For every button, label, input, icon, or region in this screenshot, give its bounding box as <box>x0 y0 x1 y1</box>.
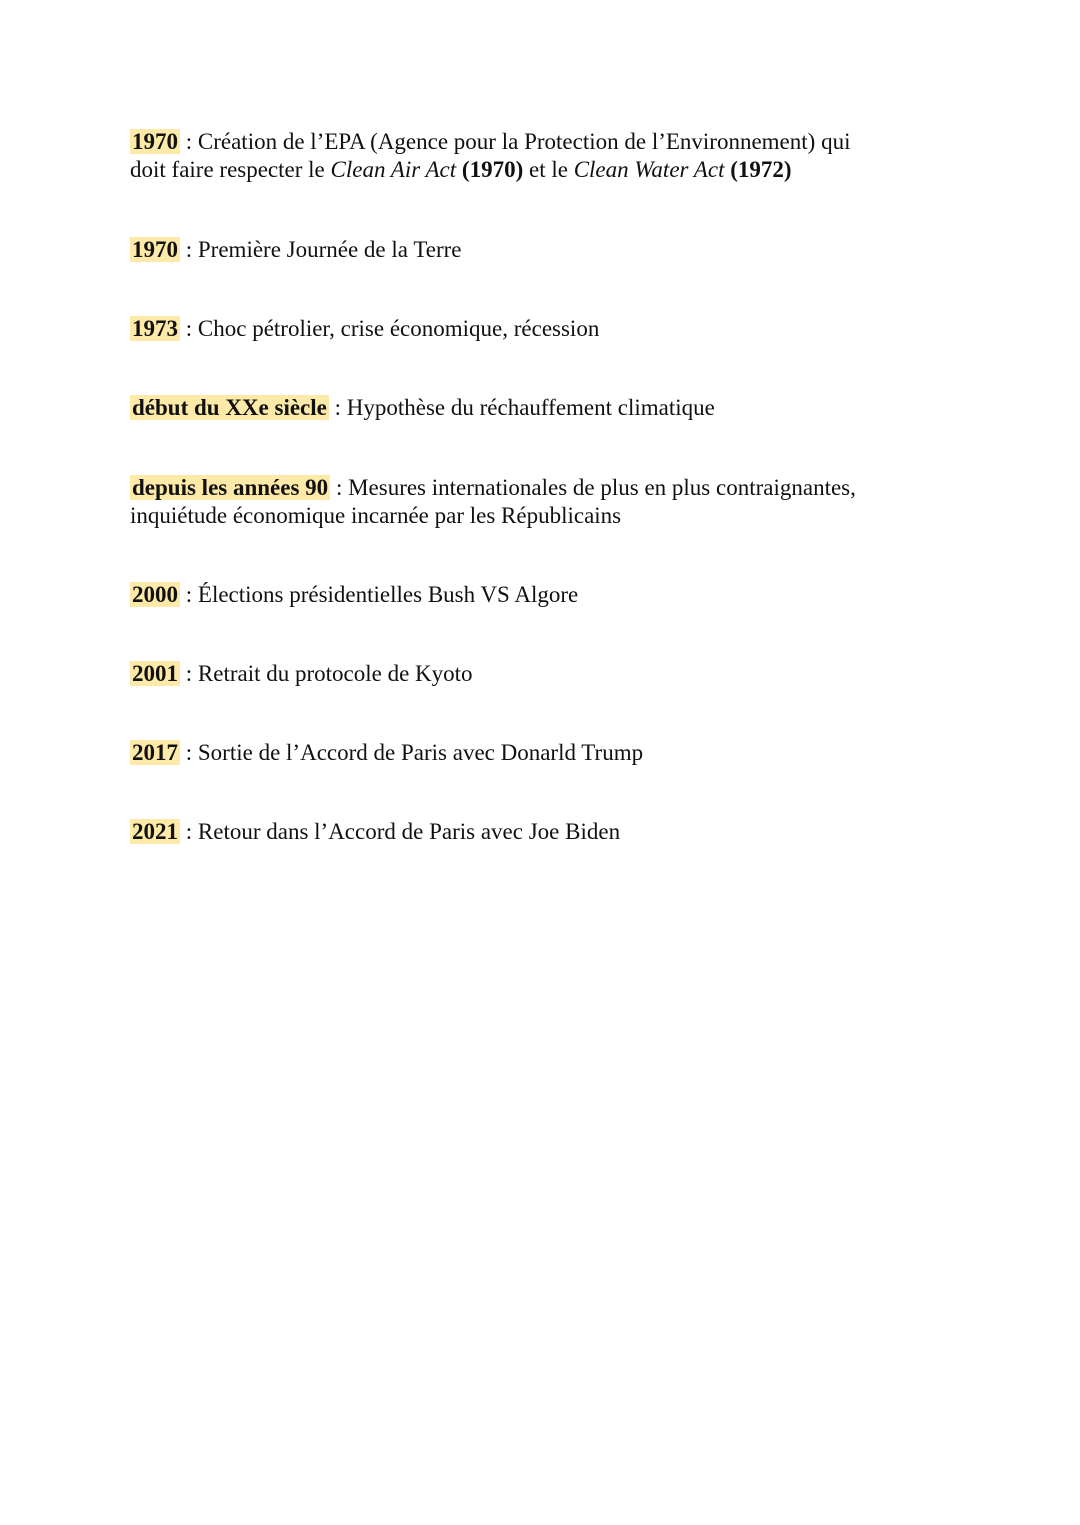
timeline-entry-oil-shock <box>130 315 948 343</box>
entry-separator: : <box>180 740 198 765</box>
timeline-entry-election-2000 <box>130 581 948 609</box>
entry-date: 2021 <box>132 819 178 844</box>
timeline-entry-paris-exit <box>130 739 948 767</box>
entry-text: Choc pétrolier, crise économique, récession <box>197 316 600 341</box>
entry-text-line2: inquiétude économique incarnée par les Républicains <box>130 503 622 528</box>
entry-date: 2017 <box>132 740 178 765</box>
timeline-entry-kyoto <box>130 660 948 688</box>
entry-separator: : <box>330 475 349 500</box>
timeline-entry-epa <box>130 128 948 184</box>
entry-text-line2: doit faire respecter le <box>130 157 331 182</box>
entry-date: 2001 <box>132 661 178 686</box>
entry-date: début du XXe siècle <box>132 395 327 420</box>
entry-separator: : <box>180 129 198 154</box>
entry-text: Élections présidentielles Bush VS Algore <box>197 582 579 607</box>
entry-text: Mesures internationales de plus en plus contraignantes, <box>348 475 856 500</box>
entry-text-mid: et le <box>523 157 574 182</box>
entry-date: 2000 <box>132 582 178 607</box>
timeline-entry-nineties <box>130 474 948 530</box>
entry-separator: : <box>180 582 198 607</box>
clean-water-act-year: (1972) <box>730 157 792 182</box>
entry-separator: : <box>180 237 198 262</box>
entry-text: Création de l’EPA (Agence pour la Protection de l’Environnement) qui <box>197 129 851 154</box>
clean-air-act: Clean Air Act <box>330 157 457 182</box>
entry-separator: : <box>180 316 198 341</box>
clean-air-act-year: (1970) <box>461 157 524 182</box>
entry-separator: : <box>328 395 347 420</box>
entry-date: 1970 <box>132 129 178 154</box>
entry-text: Première Journée de la Terre <box>197 237 462 262</box>
clean-water-act: Clean Water Act <box>573 157 725 182</box>
entry-text: Hypothèse du réchauffement climatique <box>346 395 715 420</box>
entry-date: 1973 <box>132 316 178 341</box>
timeline-entry-earth-day <box>130 236 948 264</box>
entry-separator: : <box>180 819 198 844</box>
entry-text: Retour dans l’Accord de Paris avec Joe Biden <box>197 819 621 844</box>
timeline-entry-paris-return <box>130 818 948 846</box>
entry-date: 1970 <box>132 237 178 262</box>
entry-text: Sortie de l’Accord de Paris avec Donarld Trump <box>197 740 644 765</box>
timeline-entry-warming-hypothesis <box>130 394 948 422</box>
entry-date: depuis les années 90 <box>132 475 329 500</box>
entry-text: Retrait du protocole de Kyoto <box>197 661 473 686</box>
entry-separator: : <box>180 661 198 686</box>
